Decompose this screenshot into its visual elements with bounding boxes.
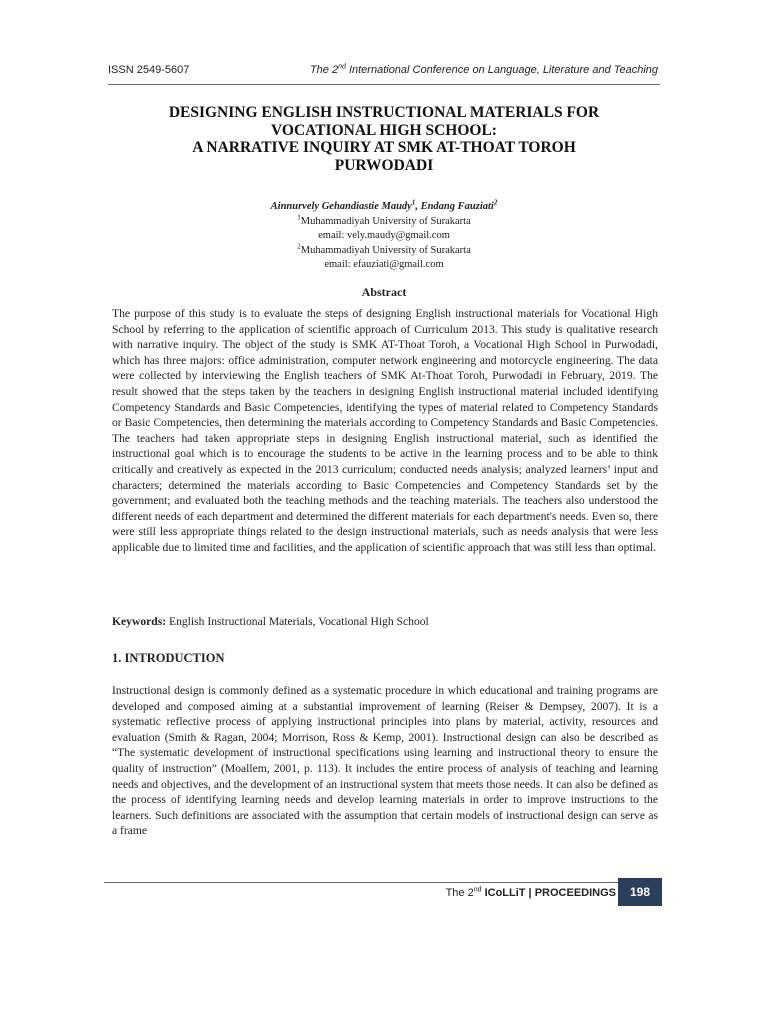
author-names: Ainnurvely Gehandiastie Maudy$^1$, Endang Fauziati$^2$ xyxy=(270,198,498,212)
affiliation-2: $^2$Muhammadiyah University of Surakarta xyxy=(297,242,471,256)
abstract-text: The purpose of this study is to evaluate the steps of designing English instructional materials for Vocational High School by referring to the application of scientific approach of Curriculum 2013. This study is qualitative research with narrative inquiry. The object of the study is SMK AT-Thoat Toroh, a Vocational High School in Purwodadi, which has three majors: office administration, computer network engineering and motorcycle engineering. The data were collected by interviewing the English teachers of SMK At-Thoat Toroh, Purwodadi in February, 2019. The result showed that the steps taken by the teachers in designing English instructional material included identifying Competency Standards and Basic Competencies, identifying the types of material related to Competency Standards or Basic Competencies, then determining the materials according to Competency Standards and Basic Competencies. The teachers had taken appropriate steps in designing English instructional material, such as identified the instructional goal which is to encourage the students to be active in the learning process and to be able to think critically and creatively as expected in the 2013 curriculum; conducted needs analysis; analyzed learners’ input and characters; determined the materials according to Basic Competencies and Competency Standards set by the government; and evaluated both the teaching methods and the teaching materials. The teachers also understood the different needs of each department and determined the different materials for each department's needs. Even so, there were still less appropriate things related to the design instructional materials, such as needs analysis that were less applicable due to limited time and facilities, and the application of scientific approach that was still less than optimal. xyxy=(112,307,658,554)
introduction-text: Instructional design is commonly defined as a systematic procedure in which educational and training programs are developed and composed aiming at a substantial improvement of learning (Reiser & Dempsey, 2007). It is a systematic reflective process of applying instructional principles into plans by material, activity, resources and evaluation (Smith & Ragan, 2004; Morrison, Ross & Kemp, 2001). Instructional design can also be described as “The systematic development of instructional specifications using learning and instructional theory to ensure the quality of instruction” (Moallem, 2001, p. 113). It includes the entire process of analysis of teaching and learning needs and objectives, and the development of an instructional system that meets those needs. It can also be defined as the process of identifying learning needs and develop learning materials in order to improve instructions to the learners. Such definitions are associated with the assumption that certain models of instructional design can serve as a frame xyxy=(112,684,658,838)
page-number: 198 xyxy=(618,878,662,906)
conference-name: The 2nd International Conference on Language, Literature and Teaching xyxy=(309,63,658,76)
header-divider xyxy=(108,84,660,85)
running-header xyxy=(108,64,658,80)
running-footer: The 2nd ICoLLiT | PROCEEDINGS xyxy=(445,886,616,899)
affiliation-1: $^1$Muhammadiyah University of Surakarta xyxy=(297,213,471,227)
paper-title: DESIGNING ENGLISH INSTRUCTIONAL MATERIALS FOR VOCATIONAL HIGH SCHOOL: A NARRATIVE INQUIRY AT SMK AT-THOAT TOROH PURWODADI xyxy=(168,104,600,174)
abstract-heading: Abstract xyxy=(361,285,407,299)
author-block xyxy=(108,200,660,273)
email-1: email: vely.maudy@gmail.com xyxy=(318,230,450,241)
issn: ISSN 2549-5607 xyxy=(108,64,190,76)
keywords: Keywords: English Instructional Materials, Vocational High School xyxy=(112,615,429,628)
section-heading-introduction: 1. INTRODUCTION xyxy=(112,651,225,665)
email-2: email: efauziati@gmail.com xyxy=(324,259,444,270)
